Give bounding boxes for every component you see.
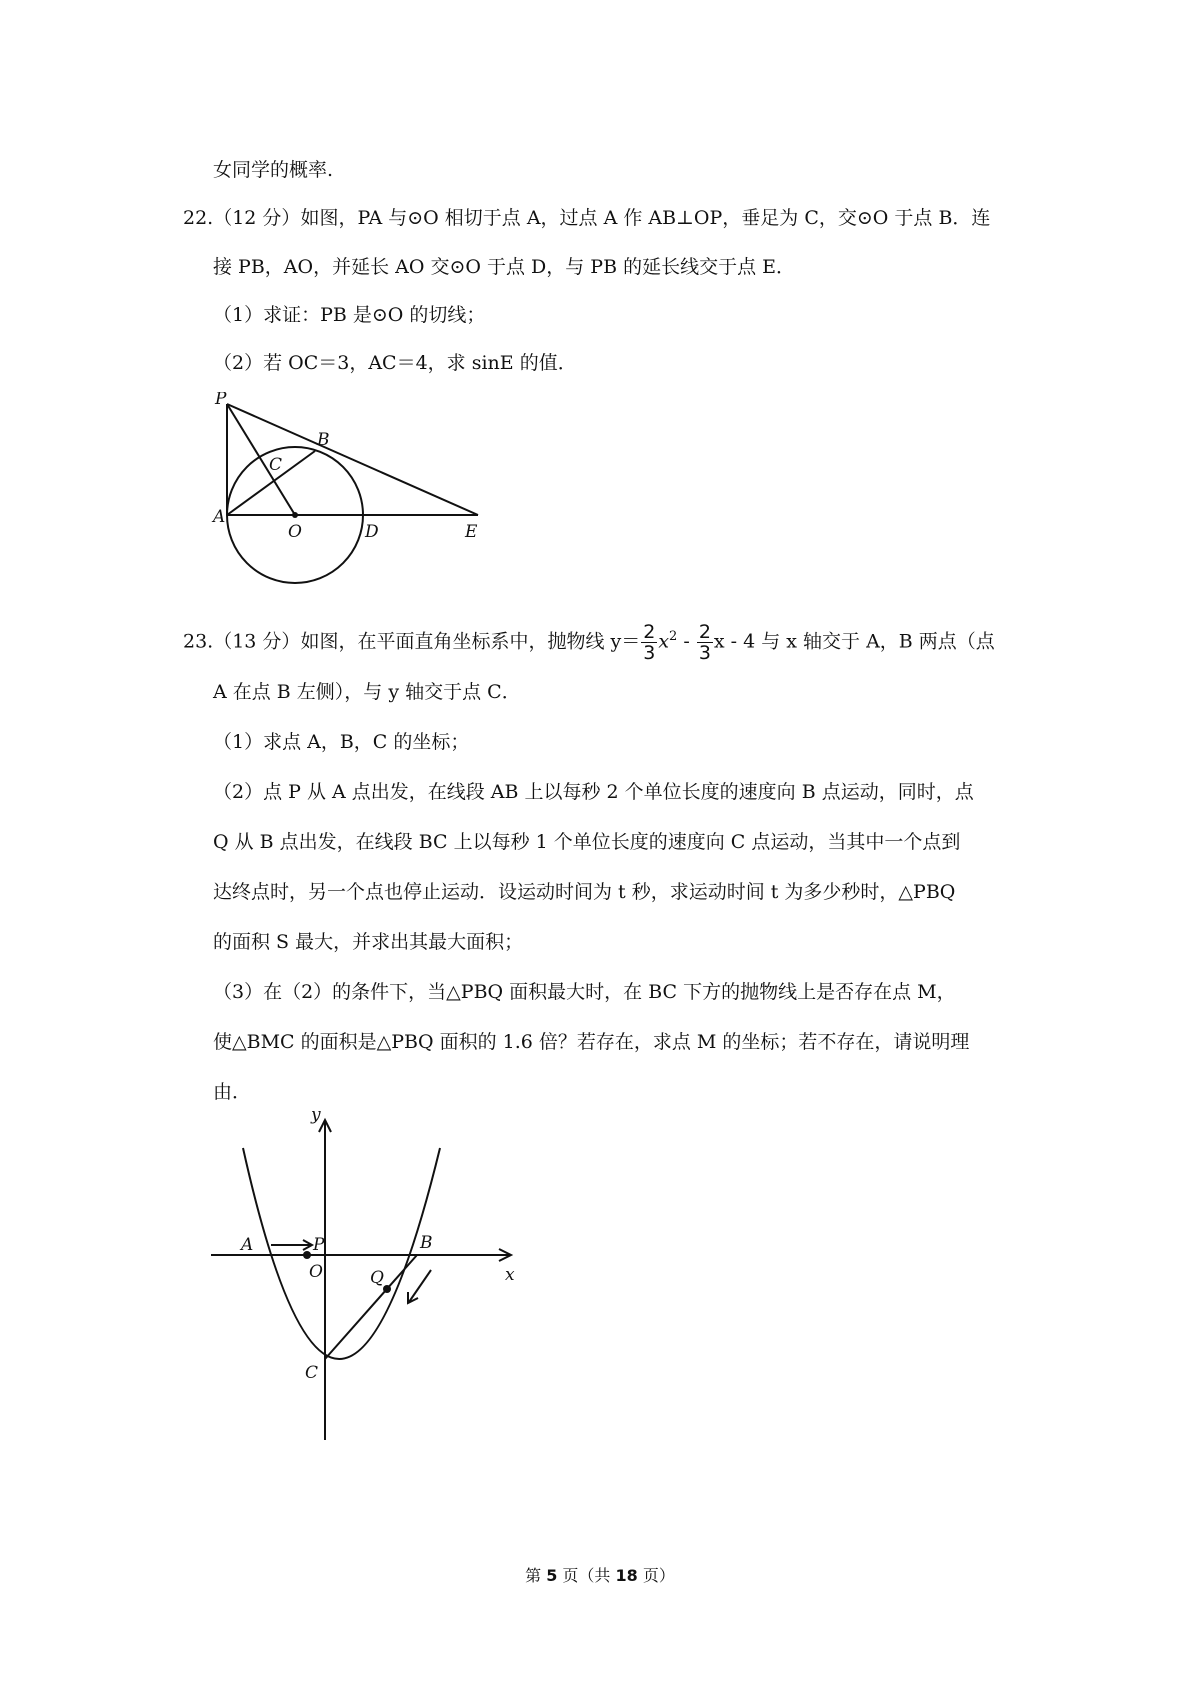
q23-label-B: B [420,1233,433,1253]
q22-label-B: B [317,430,330,450]
q22-stem-line2: 接 PB，AO，并延长 AO 交⊙O 于点 D，与 PB 的延长线交于点 E． [213,256,796,278]
q22-label-D: D [365,522,379,542]
q23-part2-line4: 的面积 S 最大，并求出其最大面积； [213,931,524,953]
q23-part3-line2: 使△BMC 的面积是△PBQ 面积的 1.6 倍？若存在，求点 M 的坐标；若不存在，请说明理 [213,1031,970,1053]
q23-stem-suffix: x - 4 与 x 轴交于 A，B 两点（点 [713,630,995,653]
q22-label-P: P [215,392,227,409]
q23-stem-prefix: 如图，在平面直角坐标系中，抛物线 y＝ [300,630,641,653]
q23-fraction-1: $\frac{2}{3}$ [643,621,656,664]
q22-figure [205,392,505,592]
q22-stem-line1 [183,206,990,230]
q22-label-C: C [269,455,283,475]
q22-score: （12 分） [213,207,301,229]
q23-label-A: A [241,1235,254,1255]
current-page-number: 5 [546,1566,558,1585]
q22-number: 22. [183,207,214,229]
q23-stem-line2: A 在点 B 左侧），与 y 轴交于点 C． [213,681,521,703]
q23-label-x: x [505,1265,515,1285]
q23-label-Q: Q [370,1268,384,1288]
q23-label-P: P [313,1235,325,1255]
q22-label-E: E [465,522,478,542]
q23-label-O: O [309,1262,323,1282]
q22-label-A: A [213,507,226,527]
q22-part2: （2）若 OC＝3，AC＝4，求 sinE 的值． [213,352,577,374]
q23-part1: （1）求点 A，B，C 的坐标； [213,731,470,753]
total-page-count: 18 [615,1566,638,1585]
q23-part3-line1: （3）在（2）的条件下，当△PBQ 面积最大时，在 BC 下方的抛物线上是否存在点 M， [213,981,956,1003]
q23-part2-line3: 达终点时，另一个点也停止运动．设运动时间为 t 秒，求运动时间 t 为多少秒时，△PBQ [213,881,956,903]
page-footer: 第 5 页（共 18 页） [525,1566,675,1585]
q23-figure [205,1100,535,1450]
continuation-text: 女同学的概率. [213,159,334,181]
q22-part1: （1）求证：PB 是⊙O 的切线； [213,304,486,326]
q23-label-C: C [305,1363,319,1383]
q23-stem-line1: 23.（13 分）如图，在平面直角坐标系中，抛物线 y＝ $\frac{2}{3}$ $x^2$ - $\frac{2}{3}$ x - 4 与 x 轴交于 A，B 两点（点 [183,621,995,664]
q23-label-y: y [311,1105,321,1125]
q23-part2-line1: （2）点 P 从 A 点出发，在线段 AB 上以每秒 2 个单位长度的速度向 B 点运动，同时，点 [213,781,974,803]
q23-part2-line2: Q 从 B 点出发，在线段 BC 上以每秒 1 个单位长度的速度向 C 点运动，当其中一个点到 [213,831,961,853]
q23-number: 23. [183,630,214,653]
q22-label-O: O [288,522,302,542]
q23-score: （13 分） [213,630,301,653]
q23-fraction-2: $\frac{2}{3}$ [698,621,711,664]
q22-stem-text: 如图，PA 与⊙O 相切于点 A，过点 A 作 AB⊥OP，垂足为 C，交⊙O 于点 B．连 [300,207,991,229]
q23-part3-line3: 由． [213,1081,252,1103]
